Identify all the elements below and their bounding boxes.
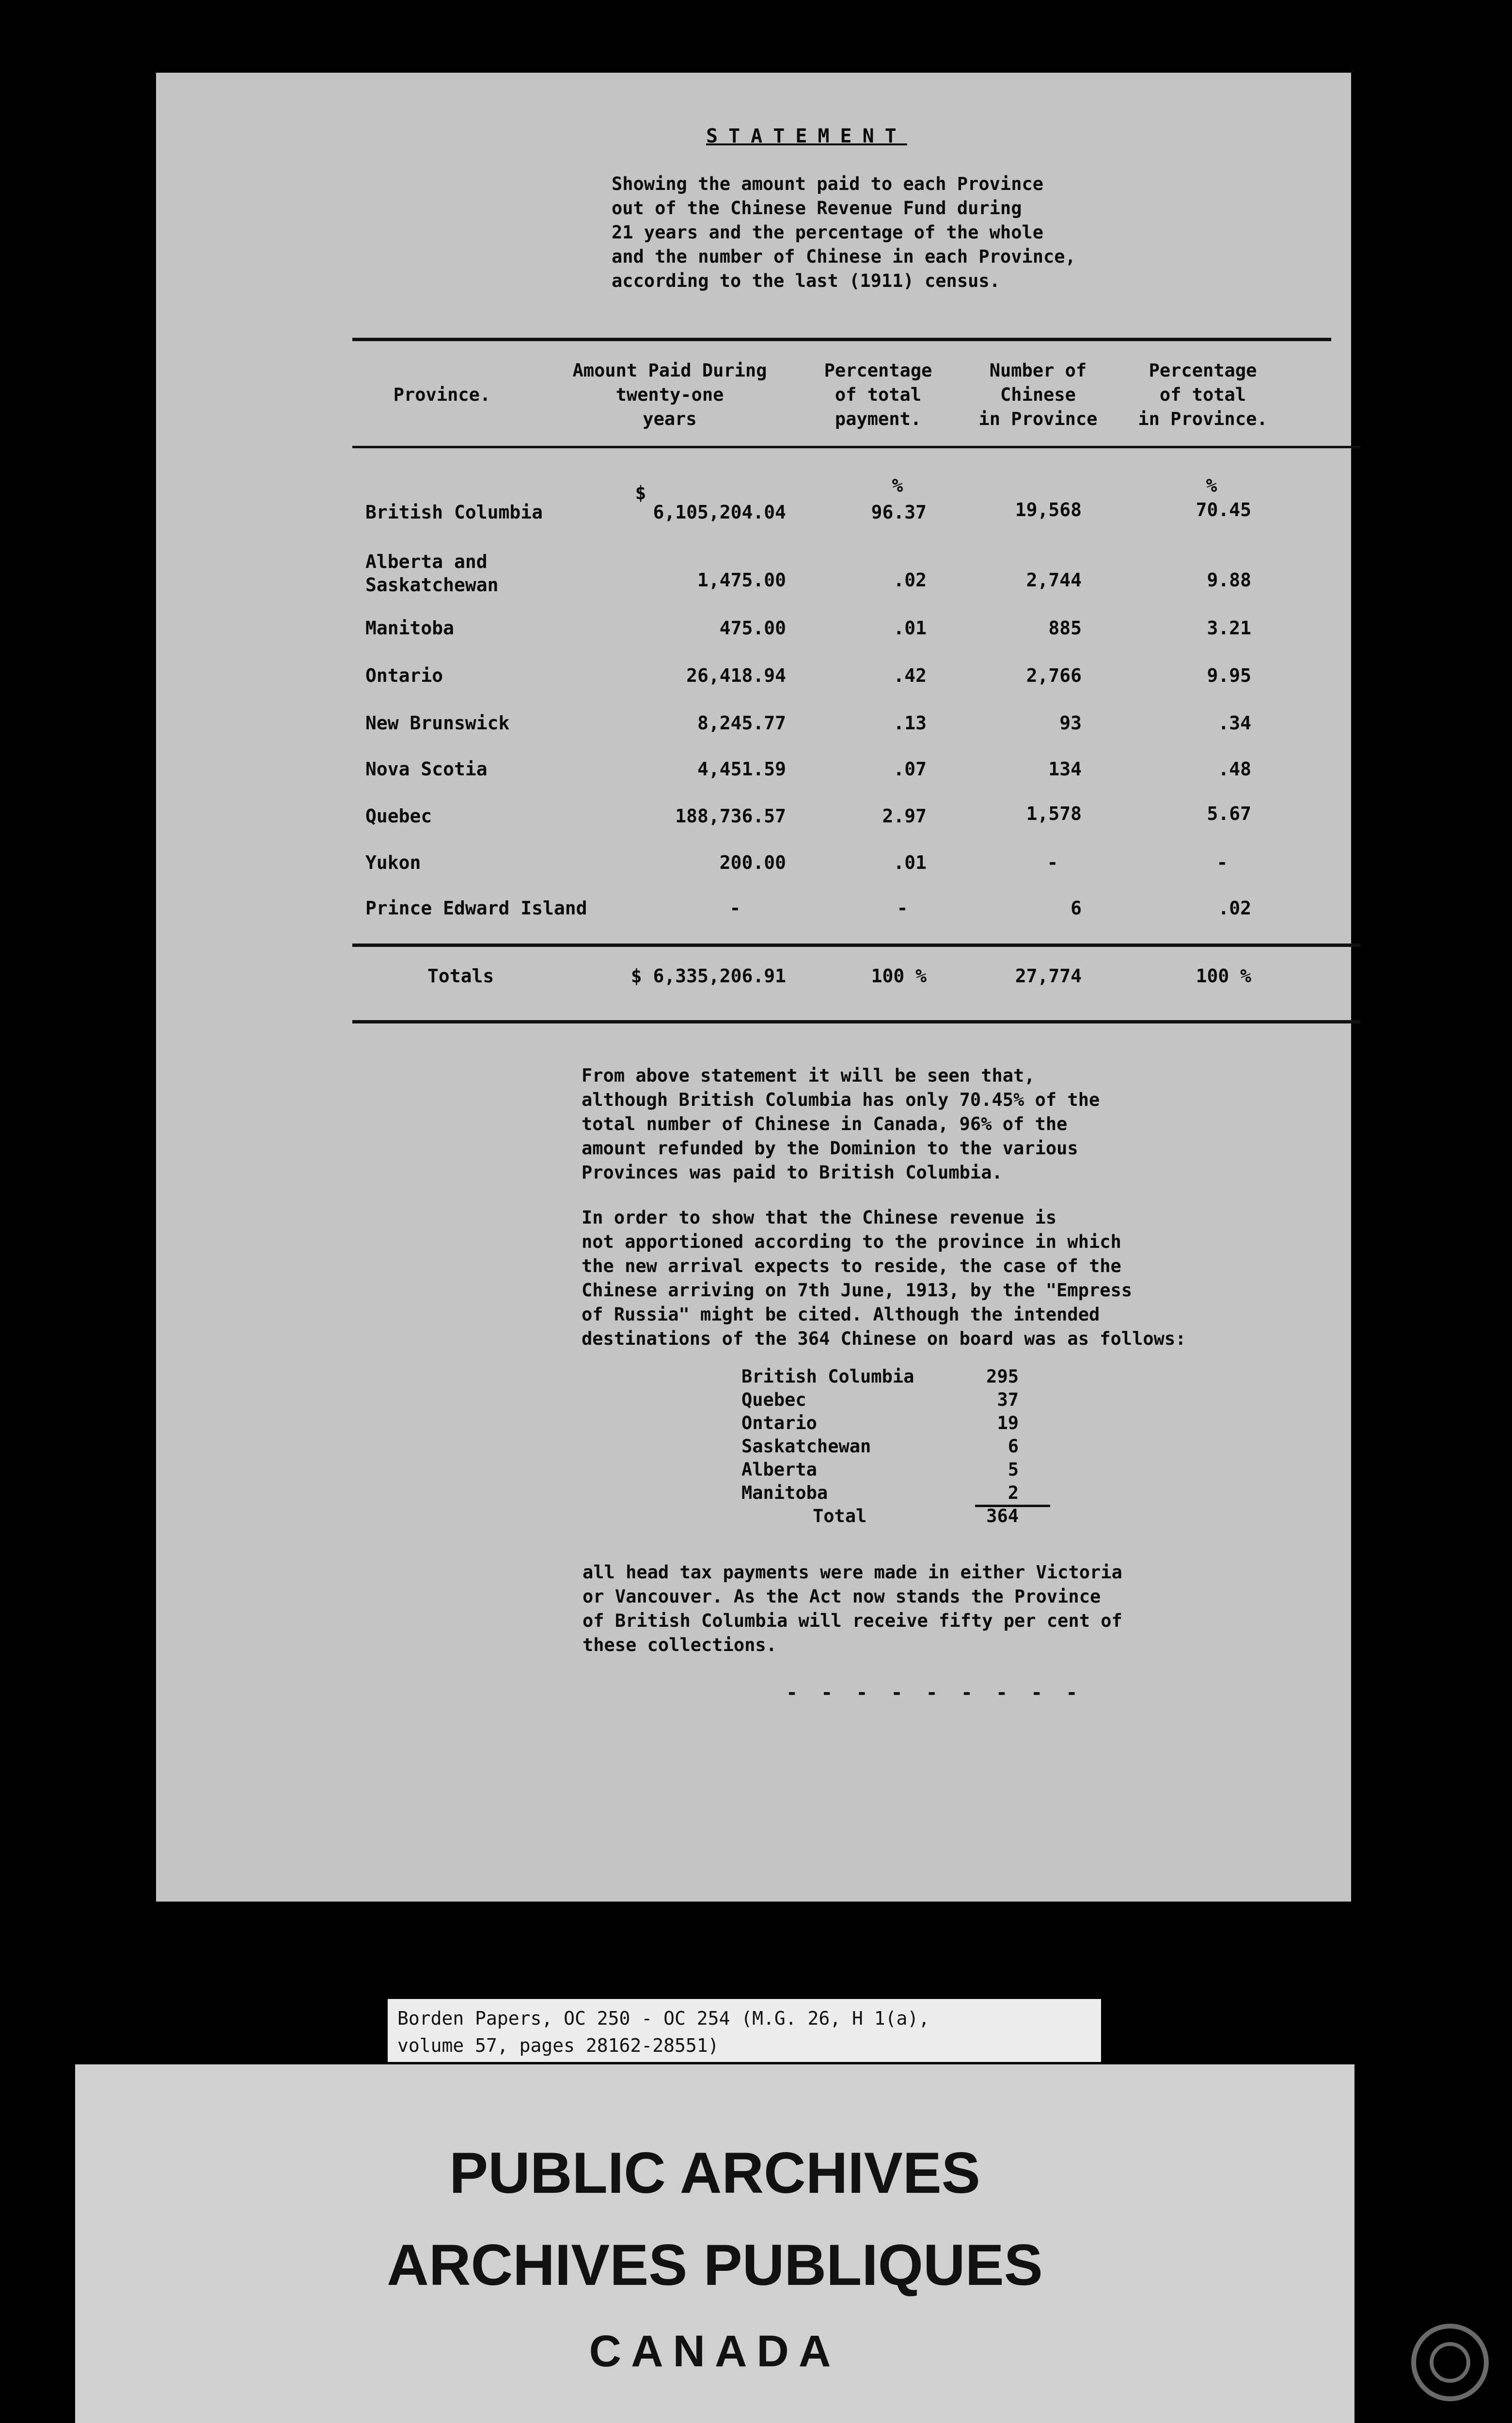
list-item: Manitoba	[741, 1482, 828, 1503]
unit-percent-payment: %	[892, 475, 903, 496]
cell-pct-province: 70.45	[1196, 499, 1251, 520]
cell-pct-province: .34	[1218, 712, 1251, 734]
paragraph-example: In order to show that the Chinese revenue is not apportioned according to the province in which the new arrival expects to reside, the case of the Chinese arriving on 7th June, 1913, by the "Empress of Russia" might be cited. Although the intended destinations of the 364 Chinese on board was as follows:	[582, 1207, 1186, 1349]
cell-pct-payment: .13	[893, 712, 927, 734]
cell-chinese: -	[1047, 852, 1058, 873]
cell-pct-province: 5.67	[1207, 803, 1251, 824]
cell-chinese: 19,568	[1015, 499, 1082, 520]
destinations-total-count: 364	[986, 1506, 1019, 1526]
cell-province: Yukon	[365, 852, 421, 873]
cell-pct-province: .48	[1218, 758, 1251, 780]
cell-chinese: 93	[1059, 712, 1082, 734]
cell-pct-province: 3.21	[1207, 617, 1251, 639]
cell-pct-payment: 96.37	[871, 502, 927, 523]
totals-pct-payment: 100 %	[871, 965, 927, 987]
cell-chinese: 1,578	[1026, 803, 1082, 824]
cell-pct-payment: .42	[893, 665, 927, 686]
archive-line-english: PUBLIC ARCHIVES	[449, 2140, 980, 2205]
list-item: Saskatchewan	[741, 1436, 871, 1457]
cell-amount: 1,475.00	[697, 569, 786, 591]
totals-chinese: 27,774	[1015, 965, 1082, 987]
cell-province: Quebec	[365, 805, 432, 827]
destinations-total-label: Total	[813, 1506, 867, 1526]
header-amount: Amount Paid During twenty-one years	[572, 360, 767, 429]
cell-chinese: 2,766	[1026, 665, 1082, 686]
cell-pct-province: .02	[1218, 897, 1251, 919]
archive-line-french: ARCHIVES PUBLIQUES	[387, 2233, 1043, 2297]
unit-percent-province: %	[1206, 475, 1217, 496]
document-page	[156, 73, 1351, 1902]
cell-province: British Columbia	[365, 502, 543, 523]
cell-amount: 8,245.77	[697, 712, 786, 734]
paragraph-conclusion: all head tax payments were made in either Victoria or Vancouver. As the Act now stands the Province of British Columbia will receive fifty per cent of these collections.	[583, 1562, 1122, 1655]
cell-pct-payment: 2.97	[882, 805, 927, 827]
cell-province: Manitoba	[365, 617, 455, 639]
archive-card	[75, 2064, 1354, 2423]
archive-line-country: CANADA	[589, 2327, 841, 2376]
header-pct-payment: Percentage of total payment.	[824, 360, 932, 429]
header-pct-province: Percentage of total in Province.	[1138, 360, 1268, 429]
stamp-inner-ring	[1430, 2342, 1470, 2383]
list-item: Quebec	[741, 1389, 806, 1410]
cell-province: Nova Scotia	[365, 758, 488, 780]
header-chinese: Number of Chinese in Province	[978, 360, 1098, 429]
cell-chinese: 6	[1071, 897, 1082, 919]
cell-amount: 475.00	[719, 617, 786, 639]
cell-pct-payment: .01	[893, 852, 927, 873]
table-top-rule	[352, 338, 1331, 341]
cell-chinese: 2,744	[1026, 569, 1082, 591]
list-item-count: 37	[997, 1389, 1019, 1410]
cell-amount: 26,418.94	[686, 665, 786, 686]
cell-pct-province: 9.95	[1207, 665, 1251, 686]
totals-top-rule	[352, 944, 1360, 947]
unit-dollar: $	[635, 482, 646, 503]
cell-amount: 200.00	[719, 852, 786, 873]
cell-amount: 188,736.57	[675, 805, 786, 827]
cell-province: Prince Edward Island	[365, 897, 587, 919]
table-bottom-rule	[352, 1020, 1360, 1023]
list-item: Ontario	[741, 1413, 817, 1433]
cell-pct-province: -	[1216, 852, 1228, 873]
list-item-count: 5	[1008, 1459, 1019, 1480]
paragraph-comparison: From above statement it will be seen that, although British Columbia has only 70.45% of the total number of Chinese in Canada, 96% of the amount refunded by the Dominion to the various Provinces was paid to British Columbia.	[582, 1065, 1100, 1183]
list-item-count: 2	[1008, 1482, 1019, 1503]
statement-intro: Showing the amount paid to each Province out of the Chinese Revenue Fund during 21 years and the percentage of the whole and the number of Chinese in each Province, according to the last (1911) census.	[612, 173, 1076, 291]
header-province: Province.	[393, 384, 491, 405]
cell-amount: 6,105,204.04	[653, 502, 786, 523]
cell-amount: -	[729, 897, 741, 919]
table-header-rule	[352, 446, 1360, 448]
archive-stamp-icon	[1411, 2324, 1489, 2401]
closing-dashes: - - - - - - - - -	[786, 1682, 1084, 1704]
totals-pct-province: 100 %	[1196, 965, 1251, 987]
cell-province: Alberta and Saskatchewan	[365, 551, 499, 596]
cell-pct-payment: -	[897, 897, 908, 919]
list-item-count: 295	[986, 1366, 1019, 1387]
cell-pct-payment: .02	[893, 569, 927, 591]
cell-chinese: 134	[1048, 758, 1082, 780]
cell-pct-payment: .07	[893, 758, 927, 780]
cell-amount: 4,451.59	[697, 758, 786, 780]
list-item: Alberta	[741, 1459, 817, 1480]
cell-province: Ontario	[365, 665, 443, 686]
reference-label: Borden Papers, OC 250 - OC 254 (M.G. 26, H 1(a), volume 57, pages 28162-28551)	[388, 1999, 1101, 2062]
list-item: British Columbia	[741, 1366, 914, 1387]
cell-pct-province: 9.88	[1207, 569, 1251, 591]
totals-amount: $ 6,335,206.91	[630, 965, 786, 987]
cell-province: New Brunswick	[365, 712, 510, 734]
statement-title: STATEMENT	[706, 125, 907, 147]
totals-label: Totals	[427, 965, 494, 987]
cell-pct-payment: .01	[893, 617, 927, 639]
cell-chinese: 885	[1048, 617, 1082, 639]
list-item-count: 6	[1008, 1436, 1019, 1457]
list-item-count: 19	[997, 1413, 1019, 1433]
